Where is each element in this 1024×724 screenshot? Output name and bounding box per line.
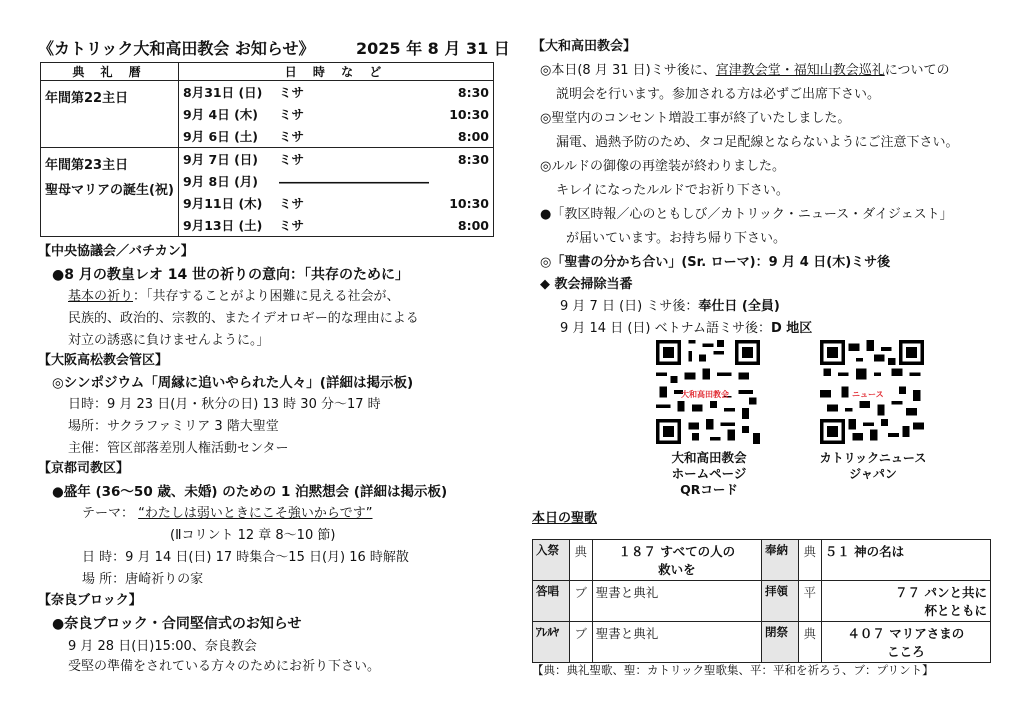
schedule-date: 9月 8日 (月): [183, 174, 259, 189]
qr-caption-line: カトリックニュース: [819, 451, 927, 465]
schedule-event: ミサ: [279, 129, 305, 144]
schedule-row: [183, 125, 489, 147]
vatican-line: 民族的、政治的、宗教的、またイデオロギー的な理由による: [68, 311, 419, 326]
issue-date: 2025 年 8 月 31 日: [356, 39, 510, 58]
schedule-row: [183, 192, 489, 214]
nara-line: 受堅の準備をされている方々のためにお祈り下さい。: [68, 659, 381, 674]
table-row: [533, 581, 991, 622]
schedule-row: [183, 214, 489, 236]
hymn-book: 典: [798, 540, 821, 581]
schedule-row: [183, 148, 489, 170]
page-title: 《カトリック大和高田教会 お知らせ》: [38, 39, 315, 58]
osaka-line: 主催：管区部落差別人権活動センター: [68, 441, 289, 456]
hymn-role: ｱﾚﾙﾔ: [533, 622, 570, 663]
hymn-role: 奉納: [761, 540, 798, 581]
notice-line: ◎聖堂内のコンセント増設工事が終了いたしました。: [540, 111, 851, 126]
notice-line: が届いています。お持ち帰り下さい。: [566, 231, 786, 246]
col-liturgy-header: 典 礼 暦: [41, 63, 179, 81]
hymn-name: ７７ パンと共に 杯とともに: [821, 581, 990, 622]
vatican-item: ●8 月の教皇レオ 14 世の祈りの意向：「共存のために」: [52, 267, 410, 283]
schedule-row: [183, 170, 489, 192]
notice-line: 説明会を行います。参加される方は必ずご出席下さい。: [556, 87, 880, 102]
schedule-row: [183, 81, 489, 103]
table-row: [533, 540, 991, 581]
notice-line: [540, 256, 890, 271]
hymn-role: 入祭: [533, 540, 570, 581]
cleaning-date: 9 月 14 日 (日) ベトナム語ミサ後：: [560, 321, 771, 336]
qr-badge-right: ニュース: [852, 390, 884, 399]
qr-caption-line: QRコード: [680, 482, 738, 497]
qr-caption-left: [650, 450, 768, 498]
schedule-date: 9月 4日 (木): [183, 107, 259, 122]
theme-label: テーマ：: [82, 506, 135, 521]
hymn-book: 典: [798, 622, 821, 663]
notice-line: ◎ルルドの御像の再塗装が終わりました。: [540, 159, 786, 174]
hymn-name: 聖書と典礼: [592, 622, 761, 663]
hymn-role: 答唱: [533, 581, 570, 622]
schedule-date: 9月13日 (土): [183, 218, 263, 233]
hymn-name: ４０７ マリアさまの こころ: [821, 622, 990, 663]
nara-line: 9 月 28 日(日)15:00、奈良教会: [68, 639, 257, 654]
hymn-name: ５１ 神の名は: [821, 540, 990, 581]
schedule-event: ミサ: [279, 218, 305, 233]
vatican-text: ：「共存することがより困難に見える社会が、: [133, 289, 400, 304]
schedule-event: ミサ: [279, 85, 305, 100]
schedule-row: [183, 103, 489, 125]
section-heading-vatican: 【中央協議会／バチカン】: [38, 244, 194, 259]
schedule-time: 10:30: [449, 106, 489, 122]
schedule-time: 8:00: [457, 217, 489, 233]
hymn-name: 聖書と典礼: [592, 581, 761, 622]
kyoto-line: 日 時：9 月 14 日(日) 17 時集合～15 日(月) 16 時解散: [82, 550, 409, 565]
nara-item: ●奈良ブロック・合同堅信式のお知らせ: [52, 616, 302, 632]
qr-caption-line: 大和高田教会: [671, 450, 747, 465]
cleaning-duty: D 地区: [770, 321, 813, 336]
schedule-date: 8月31日 (日): [183, 85, 263, 100]
liturgy-schedule-table: [40, 62, 494, 237]
bible-sharing-text: 「聖書の分かち合い」(Sr. ローマ)：9 月 4 日(木)ミサ後: [551, 255, 891, 270]
qr-caption-right: [808, 450, 938, 482]
col-schedule-header: 日 時 な ど: [179, 63, 494, 81]
section-heading-kyoto: 【京都司教区】: [38, 461, 130, 476]
schedule-cell: [179, 81, 494, 148]
schedule-date: 9月 7日 (日): [183, 152, 259, 167]
cleaning-row: [560, 300, 780, 315]
notice-line: キレイになったルルドでお祈り下さい。: [556, 183, 789, 198]
schedule-event: ミサ: [279, 107, 305, 122]
notice-text: についての: [884, 63, 950, 78]
section-heading-osaka: 【大阪高松教会管区】: [38, 353, 169, 368]
table-row: [533, 622, 991, 663]
liturgy-cell: [41, 81, 179, 148]
qr-caption-line: ジャパン: [849, 467, 897, 481]
hymn-role: 拝領: [761, 581, 798, 622]
vatican-line: [68, 290, 400, 305]
liturgy-name: 年間第23主日: [45, 158, 129, 173]
schedule-date: 9月11日 (木): [183, 196, 263, 211]
notice-line: ●「教区時報／心のともしび／カトリック・ニュース・ダイジェスト」: [540, 207, 953, 222]
cleaning-duty: 奉仕日 (全員): [698, 299, 780, 314]
vatican-line: 対立の誘惑に負けませんように。」: [68, 333, 270, 348]
liturgy-cell: [41, 148, 179, 237]
schedule-time: 8:30: [457, 84, 489, 100]
hymn-role: 閉祭: [761, 622, 798, 663]
table-row: [41, 81, 494, 148]
kyoto-line: (Ⅱコリント 12 章 8～10 節): [170, 528, 336, 543]
cleaning-date: 9 月 7 日 (日) ミサ後：: [560, 299, 699, 314]
schedule-time: 8:00: [457, 128, 489, 144]
basic-prayer-label: 基本の祈り: [68, 289, 134, 304]
hymn-name: １８７ すべての人の 救いを: [592, 540, 761, 581]
notice-text: ◎: [540, 255, 552, 270]
kyoto-line: 場 所：唐崎祈りの家: [82, 572, 204, 587]
kyoto-line: [82, 507, 373, 522]
section-heading-yamato: 【大和高田教会】: [532, 39, 637, 54]
pilgrimage-link-text: 宮津教会堂・福知山教会巡礼: [715, 63, 885, 78]
hymn-book: ブ: [569, 622, 592, 663]
liturgy-name: 聖母マリアの誕生(祝): [45, 183, 174, 198]
hymn-book: ブ: [569, 581, 592, 622]
schedule-time: 8:30: [457, 151, 489, 167]
cleaning-heading: ◆ 教会掃除当番: [540, 277, 633, 292]
notice-text: ◎本日(8 月 31 日)ミサ後に、: [540, 63, 716, 78]
schedule-cell: [179, 148, 494, 237]
qr-badge-left: 大和高田教会: [681, 390, 729, 399]
schedule-date: 9月 6日 (土): [183, 129, 259, 144]
notice-line: [540, 64, 949, 79]
theme-text: “わたしは弱いときにこそ強いからです”: [138, 506, 373, 521]
cleaning-row: [560, 322, 812, 337]
osaka-item: ◎シンポジウム「周縁に追いやられた人々」(詳細は掲示板): [52, 375, 414, 391]
notice-line: 漏電、過熱予防のため、タコ足配線とならないようにご注意下さい。: [556, 135, 959, 150]
hymn-legend: 【典：典礼聖歌、聖：カトリック聖歌集、平：平和を祈ろう、ブ：プリント】: [532, 663, 934, 677]
schedule-time: 10:30: [449, 195, 489, 211]
table-row: [41, 148, 494, 237]
qr-caption-line: ホームページ: [671, 466, 747, 481]
schedule-event: ――――――――――――: [279, 173, 429, 189]
section-heading-nara: 【奈良ブロック】: [38, 593, 142, 608]
hymn-table: [532, 539, 991, 663]
liturgy-name: 年間第22主日: [45, 91, 129, 106]
kyoto-item: ●盛年 (36～50 歳、未婚) のための 1 泊黙想会 (詳細は掲示板): [52, 484, 448, 500]
hymn-book: 平: [798, 581, 821, 622]
schedule-event: ミサ: [279, 152, 305, 167]
hymns-heading: 本日の聖歌: [532, 511, 598, 526]
hymn-book: 典: [569, 540, 592, 581]
schedule-event: ミサ: [279, 196, 305, 211]
osaka-line: 日時：9 月 23 日(月・秋分の日) 13 時 30 分～17 時: [68, 397, 381, 412]
osaka-line: 場所：サクラファミリア 3 階大聖堂: [68, 419, 279, 434]
